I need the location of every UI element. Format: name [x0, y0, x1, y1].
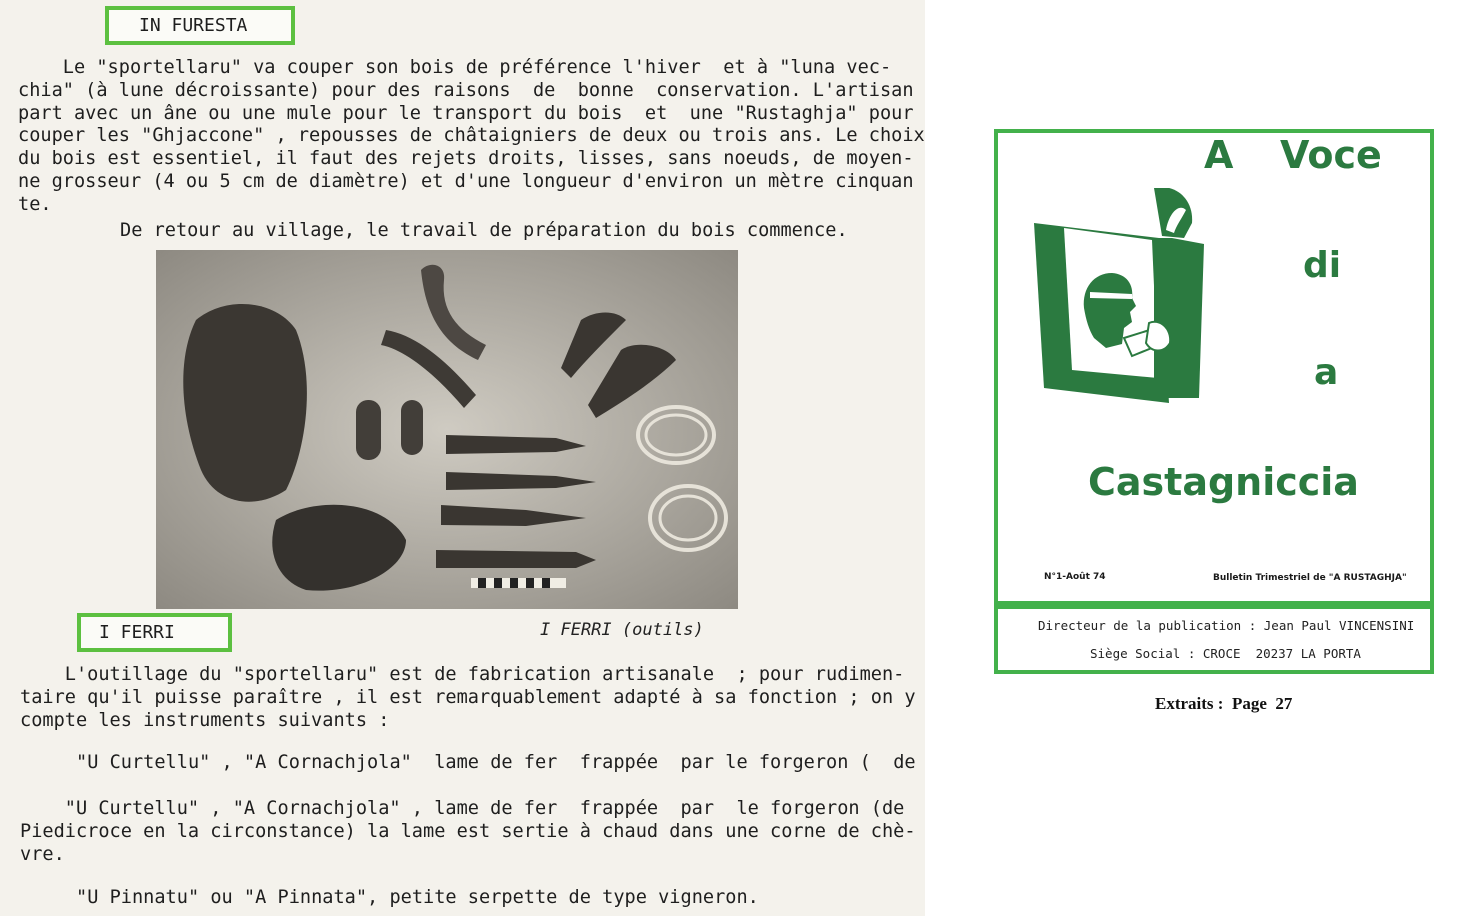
- cover-title-a: A: [1204, 133, 1234, 177]
- publication-director: Directeur de la publication : Jean Paul VINCENSINI: [1038, 618, 1415, 633]
- paragraph-wood-cutting: Le "sportellaru" va couper son bois de préférence l'hiver et à "luna vec- chia" (à lune décroissante) pour des raisons de bonne conservation. L'artisan part avec un âne ou une mule pour le transport du bois et une "Rustaghja" pour couper les "Ghjaccone" , repousses de châtaigniers de deux ou trois ans. Le choix du bois est essentiel, il faut des rejets droits, lisses, sans noeuds, de moyen- ne grosseur (4 ou 5 cm de diamètre) et d'une longueur d'environ un mètre cinquan te.: [18, 57, 925, 215]
- magazine-cover: [994, 129, 1434, 605]
- paragraph-pinnatu: "U Pinnatu" ou "A Pinnata", petite serpette de type vigneron.: [76, 887, 759, 908]
- extract-page-label: Extraits : Page 27: [1155, 694, 1293, 713]
- tools-photo: [156, 250, 738, 609]
- photo-caption: I FERRI (outils): [540, 620, 704, 640]
- publication-info-box: [994, 605, 1434, 674]
- publication-seat: Siège Social : CROCE 20237 LA PORTA: [1090, 646, 1361, 661]
- paragraph-curtellu-2: "U Curtellu" , "A Cornachjola" , lame de fer frappée par le forgeron (de Piedicroce en la circonstance) la lame est sertie à chaud dans une corne de chè- vre.: [20, 798, 916, 865]
- cover-title-a2: a: [1314, 352, 1339, 393]
- paragraph-tools-intro: L'outillage du "sportellaru" est de fabrication artisanale ; pour rudimen- taire qu'il puisse paraître , il est remarquablement adapté à sa fonction ; on y compte les instruments suivants :: [20, 664, 916, 731]
- cover-title-voce: Voce: [1280, 133, 1382, 177]
- cover-title-di: di: [1303, 245, 1342, 286]
- section-heading-in-furesta: IN FURESTA: [105, 6, 295, 45]
- cover-title-castagniccia: Castagniccia: [1088, 460, 1359, 504]
- paragraph-curtellu-1: "U Curtellu" , "A Cornachjola" lame de fer frappée par le forgeron ( de: [76, 752, 916, 773]
- paragraph-return-village: De retour au village, le travail de préparation du bois commence.: [120, 220, 848, 241]
- cover-bulletin-label: Bulletin Trimestriel de "A RUSTAGHJA": [1213, 573, 1407, 583]
- cover-issue-number: N°1-Août 74: [1044, 572, 1106, 582]
- corsican-flag-illustration: [1034, 188, 1204, 403]
- section-heading-i-ferri: I FERRI: [77, 613, 232, 652]
- tools-photo-illustration: [156, 250, 738, 609]
